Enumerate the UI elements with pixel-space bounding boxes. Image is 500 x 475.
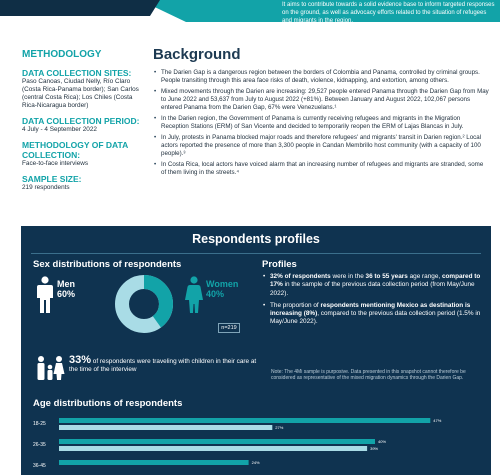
background-bullet: • In Costa Rica, local actors have voiced alarm that an increasing number of refugees and migrants are stranded, some of them living in the streets.⁴ xyxy=(153,161,489,177)
women-percentage: 40% xyxy=(206,289,225,299)
age-category-label: 18-25 xyxy=(33,421,46,427)
age-distribution-title: Age distributions of respondents xyxy=(33,398,183,409)
women-label xyxy=(206,279,238,299)
sample-text: 219 respondents xyxy=(22,184,70,191)
age-bar xyxy=(59,425,272,430)
respondents-panel xyxy=(21,226,491,475)
background-bullet: • In July, protests in Panama blocked major roads and therefore refugees' and migrants' transit in Darien region.² Local actors reported the presence of more than 3,300 people in Candan Membrillo host community (with a capacity of 100 people).³ xyxy=(153,134,489,158)
sites-text: Paso Canoas, Ciudad Nelly, Río Claro (Costa Rica-Panama border); San Carlos (central Costa Rica); Los Chiles (Costa Rica-Nicaragua border) xyxy=(22,78,139,109)
sex-donut-chart xyxy=(113,273,175,335)
top-banner xyxy=(0,0,500,26)
method-title: METHODOLOGY OF DATA COLLECTION: xyxy=(22,140,128,160)
sample-note: Note: The 4Mi sample is purposive. Data presented in this snapshot cannot therefore be considered as representative of the mixed migration dynamics through the Darien Gap. xyxy=(271,369,466,381)
period-text: 4 July - 4 September 2022 xyxy=(22,126,97,133)
bullet-text: age range, xyxy=(407,273,442,280)
background-section xyxy=(153,46,489,180)
sites-title: DATA COLLECTION SITES: xyxy=(22,68,132,78)
methodology-column xyxy=(22,50,140,198)
family-percentage: 33% xyxy=(69,354,92,366)
age-bar-value-label: 40% xyxy=(378,439,387,444)
man-icon xyxy=(36,276,54,314)
sample-badge: n=219 xyxy=(218,323,240,333)
background-list xyxy=(153,69,489,177)
woman-icon xyxy=(185,276,203,314)
family-icon xyxy=(35,355,65,381)
age-bar-value-label: 39% xyxy=(370,446,379,451)
background-bullet: • In the Darien region, the Government of Panama is currently receiving refugees and migrants in the Migration Reception Stations (ERM) of San Vicente and decided to temporarily reopen the ERM of Lajas Blancas in July. xyxy=(153,115,489,131)
methodology-title: METHODOLOGY xyxy=(22,49,102,60)
profile-bullet xyxy=(262,302,484,327)
background-bullet: • Mixed movements through the Darien are increasing: 29,527 people entered Panama through the Darien Gap from May to June 2022 and 53,637 from July to August 2022 (+81%). Between January and August 2022, 102,067 persons entered Panama from the Darien Gap, 67% were Venezuelans.¹ xyxy=(153,88,489,112)
age-bar-value-label: 27% xyxy=(275,425,284,430)
family-description: of respondents were traveling with children in their care at the time of the interview xyxy=(69,358,257,373)
sex-distribution-title: Sex distributions of respondents xyxy=(33,259,182,270)
age-bar xyxy=(59,446,367,451)
background-title: Background xyxy=(153,46,241,63)
bullet-strong: respondents mentioning Mexico as destination is increasing (8%) xyxy=(270,301,471,318)
age-category-label: 36-45 xyxy=(33,463,46,469)
profile-bullet xyxy=(262,273,484,298)
method-text: Face-to-face interviews xyxy=(22,160,89,167)
profiles-subtitle: Profiles xyxy=(262,259,297,270)
bullet-text: were in the xyxy=(330,273,366,280)
sample-title: SAMPLE SIZE: xyxy=(22,174,82,184)
men-percentage: 60% xyxy=(57,289,76,299)
divider xyxy=(31,253,481,254)
dark-banner xyxy=(0,0,160,16)
bullet-strong: 32% of respondents xyxy=(270,273,331,280)
age-category-label: 26-35 xyxy=(33,442,46,448)
age-bar-value-label: 47% xyxy=(433,418,442,423)
profiles-list xyxy=(262,273,484,331)
age-bar xyxy=(59,439,375,444)
intro-text: It aims to contribute towards a solid evidence base to inform targeted responses on the ground, as well as advocacy efforts related to the situation of refugees and migrants in the region. xyxy=(282,2,495,24)
profiles-title: Respondents profiles xyxy=(192,232,320,246)
men-label-text: Men xyxy=(57,279,75,289)
women-label-text: Women xyxy=(206,279,239,289)
bullet-text: in the sample of the previous data collection period (from May/June 2022). xyxy=(270,281,475,297)
bullet-text: , compared to the previous data collection period (1.5% in May/June 2022). xyxy=(270,310,481,326)
age-bar xyxy=(59,460,249,465)
bullet-text: The proportion of xyxy=(270,301,321,309)
bullet-strong: compared to 17% xyxy=(270,273,481,289)
bullet-strong: 36 to 55 years xyxy=(365,273,408,280)
age-bar xyxy=(59,418,430,423)
men-label xyxy=(57,279,75,299)
age-bar-value-label: 24% xyxy=(251,460,260,465)
background-bullet: • The Darien Gap is a dangerous region between the borders of Colombia and Panama, controlled by criminal groups. People transiting through this area face risks of death, violence, kidnapping, and extortion, among others. xyxy=(153,69,489,85)
period-title: DATA COLLECTION PERIOD: xyxy=(22,116,140,126)
age-bar-chart xyxy=(31,414,483,475)
family-stat xyxy=(69,356,259,374)
